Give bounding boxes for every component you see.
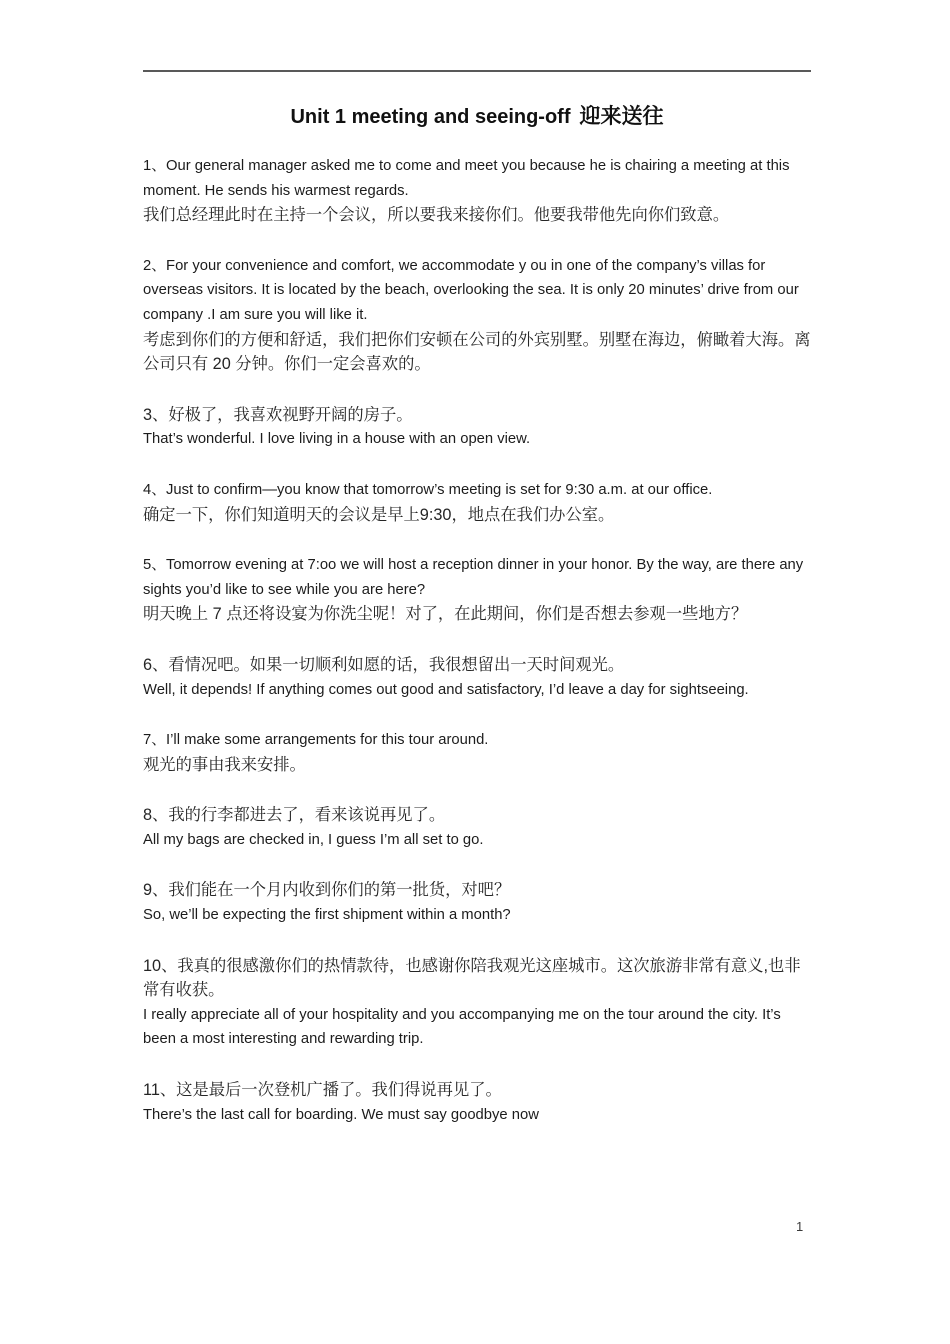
dialog-item-2 [143, 254, 811, 377]
dialog-paragraph: 1、Our general manager asked me to come and meet you because he is chairing a meeting at this moment. He sends his warmest regards. [143, 158, 790, 199]
dialog-list [143, 154, 811, 1127]
dialog-item-7 [143, 728, 811, 777]
dialog-paragraph: 考虑到你们的方便和舒适，我们把你们安顿在公司的外宾别墅。别墅在海边，俯瞰着大海。离公司只有 20 分钟。你们一定会喜欢的。 [143, 330, 811, 374]
dialog-paragraph: 确定一下，你们知道明天的会议是早上9:30，地点在我们办公室。 [143, 505, 615, 524]
dialog-paragraph: I really appreciate all of your hospitality and you accompanying me on the tour around the city. It’s been a most interesting and rewarding trip. [143, 1006, 781, 1048]
dialog-item-11 [143, 1078, 811, 1127]
dialog-paragraph: That’s wonderful. I love living in a house with an open view. [143, 431, 531, 448]
document-title-zh: 迎来送往 [579, 105, 664, 128]
dialog-item-6 [143, 653, 811, 702]
dialog-paragraph: 9、我们能在一个月内收到你们的第一批货，对吧？ [143, 881, 511, 900]
dialog-paragraph: 6、看情况吧。如果一切顺利如愿的话，我很想留出一天时间观光。 [143, 655, 625, 674]
header-rule [143, 70, 811, 72]
dialog-paragraph: 5、Tomorrow evening at 7:oo we will host a reception dinner in your honor. By the way, are there any sights you’d like to see while you are here? [143, 557, 804, 598]
dialog-paragraph: 10、我真的很感激你们的热情款待，也感谢你陪我观光这座城市。这次旅游非常有意义,也非常有收获。 [143, 956, 801, 1000]
dialog-paragraph: 观光的事由我来安排。 [143, 755, 306, 774]
dialog-paragraph: 4、Just to confirm—you know that tomorrow’s meeting is set for 9:30 a.m. at our office. [143, 481, 713, 498]
dialog-paragraph: 3、好极了，我喜欢视野开阔的房子。 [143, 405, 413, 424]
document-title-en: Unit 1 meeting and seeing-off [290, 106, 571, 128]
page-number: 1 [796, 1219, 804, 1234]
dialog-item-4 [143, 478, 811, 527]
dialog-item-1 [143, 154, 811, 228]
dialog-paragraph: 11、这是最后一次登机广播了。我们得说再见了。 [143, 1081, 502, 1100]
dialog-item-3 [143, 403, 811, 452]
document-title [143, 102, 811, 132]
dialog-item-5 [143, 553, 811, 627]
dialog-paragraph: Well, it depends! If anything comes out good and satisfactory, I’d leave a day for sightseeing. [143, 681, 749, 698]
dialog-item-8 [143, 803, 811, 852]
dialog-paragraph: There’s the last call for boarding. We must say goodbye now [143, 1106, 539, 1123]
dialog-paragraph: 8、我的行李都进去了，看来该说再见了。 [143, 806, 446, 825]
document-page [143, 0, 811, 1153]
dialog-item-10 [143, 954, 811, 1052]
dialog-paragraph: So, we’ll be expecting the first shipment within a month? [143, 907, 511, 924]
dialog-paragraph: All my bags are checked in, I guess I’m all set to go. [143, 831, 484, 848]
dialog-paragraph: 2、For your convenience and comfort, we accommodate y ou in one of the company’s villas for overseas visitors. It is located by the beach, overlooking the sea. It is only 20 minutes’ drive from our company .I am sure you will like it. [143, 257, 799, 323]
dialog-paragraph: 我们总经理此时在主持一个会议，所以要我来接你们。他要我带他先向你们致意。 [143, 206, 730, 225]
dialog-paragraph: 明天晚上 7 点还将设宴为你洗尘呢！对了，在此期间，你们是否想去参观一些地方？ [143, 605, 748, 624]
dialog-item-9 [143, 878, 811, 927]
dialog-paragraph: 7、I’ll make some arrangements for this tour around. [143, 732, 489, 749]
